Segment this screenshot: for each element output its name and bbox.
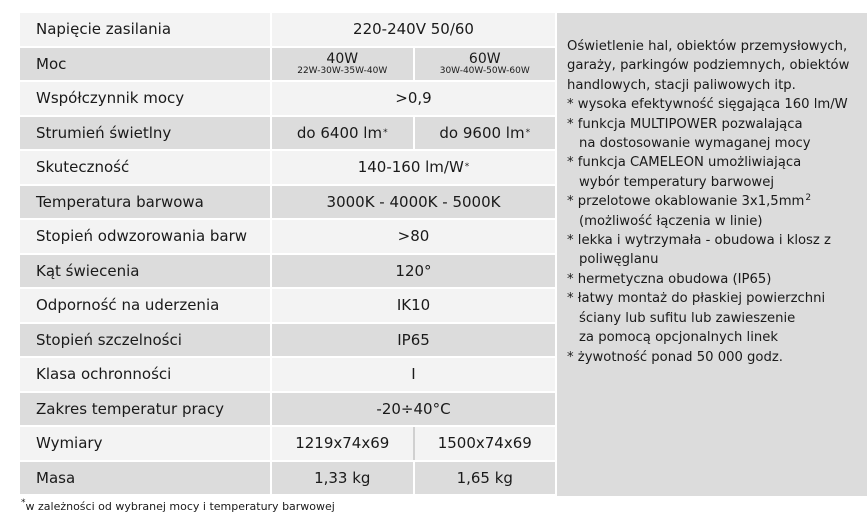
intro-line: Oświetlenie hal, obiektów przemysłowych, — [567, 39, 848, 54]
row-value: do 9600 lm * — [415, 117, 556, 150]
feature-item-cont: za pomocą opcjonalnych linek — [579, 330, 778, 346]
row-label: Stopień szczelności — [20, 324, 272, 357]
row-label: Zakres temperatur pracy — [20, 393, 272, 426]
feature-item: * funkcja MULTIPOWER pozwalająca — [567, 116, 803, 132]
feature-item: * żywotność ponad 50 000 godz. — [567, 349, 783, 365]
row-value: -20÷40°C — [272, 393, 555, 426]
row-value: >80 — [272, 220, 555, 253]
table-row — [20, 358, 555, 393]
feature-item: * wysoka efektywność sięgająca 160 lm/W — [567, 97, 848, 113]
table-row — [20, 427, 555, 462]
table-row — [20, 186, 555, 221]
row-label: Wymiary — [20, 427, 272, 460]
row-label: Masa — [20, 462, 272, 495]
row-value: >0,9 — [272, 82, 555, 115]
row-label: Odporność na uderzenia — [20, 289, 272, 322]
spec-table — [20, 13, 555, 496]
row-label: Temperatura barwowa — [20, 186, 272, 219]
row-value: 120° — [272, 255, 555, 288]
table-row — [20, 220, 555, 255]
row-label: Strumień świetlny — [20, 117, 272, 150]
row-label: Moc — [20, 48, 272, 81]
value-text: do 6400 lm — [296, 123, 383, 142]
feature-item: * funkcja CAMELEON umożliwiająca — [567, 155, 802, 171]
table-row — [20, 82, 555, 117]
row-value: 1500x74x69 — [415, 427, 556, 460]
feature-item: * hermetyczna obudowa (IP65) — [567, 271, 772, 287]
row-label: Klasa ochronności — [20, 358, 272, 391]
row-value: 1219x74x69 — [272, 427, 415, 460]
intro-line: handlowych, stacji paliwowych itp. — [567, 77, 796, 93]
row-label: Kąt świecenia — [20, 255, 272, 288]
row-value: IP65 — [272, 324, 555, 357]
footnote-mark: * — [21, 498, 26, 509]
power-variant-60w — [415, 48, 556, 81]
feature-item: * łatwy montaż do płaskiej powierzchni — [567, 291, 826, 307]
row-value: 1,65 kg — [415, 462, 556, 495]
table-row — [20, 255, 555, 290]
feature-item-cont: wybór temperatury barwowej — [579, 174, 774, 190]
power-variant-40w — [272, 48, 415, 81]
row-value: I — [272, 358, 555, 391]
table-row — [20, 393, 555, 428]
feature-item-cont: poliwęglanu — [579, 252, 659, 268]
feature-item-cont: (możliwość łączenia w linie) — [579, 213, 763, 229]
intro-line: garaży, parkingów podziemnych, obiektów — [567, 58, 850, 74]
table-row — [20, 117, 555, 152]
table-row — [20, 48, 555, 83]
power-sub: 30W-40W-50W-60W — [439, 65, 530, 76]
value-text: 140-160 lm/W — [357, 158, 464, 177]
features-panel — [557, 13, 867, 496]
feature-item-cont: ściany lub sufitu lub zawieszenie — [579, 310, 796, 326]
table-row — [20, 289, 555, 324]
power-sub: 22W-30W-35W-40W — [297, 65, 388, 76]
row-value: 3000K - 4000K - 5000K — [272, 186, 555, 219]
row-value: 220-240V 50/60 — [272, 13, 555, 46]
feature-item-cont: na dostosowanie wymaganej mocy — [579, 136, 811, 152]
table-row — [20, 462, 555, 497]
footnote — [20, 500, 335, 513]
value-text: do 9600 lm — [439, 123, 525, 142]
row-value: IK10 — [272, 289, 555, 322]
power-main: 40W — [326, 50, 359, 67]
feature-item: * lekka i wytrzymała - obudowa i klosz z — [567, 233, 831, 249]
table-row — [20, 13, 555, 48]
power-main: 60W — [468, 50, 501, 67]
row-label: Współczynnik mocy — [20, 82, 272, 115]
table-row — [20, 151, 555, 186]
feature-item — [567, 192, 867, 211]
row-label: Napięcie zasilania — [20, 13, 272, 46]
row-label: Stopień odwzorowania barw — [20, 220, 272, 253]
row-value: do 6400 lm * — [272, 117, 415, 150]
row-value: 1,33 kg — [272, 462, 415, 495]
feature-text: * przelotowe okablowanie 3x1,5mm — [567, 194, 805, 210]
row-value: 140-160 lm/W * — [272, 151, 555, 184]
table-row — [20, 324, 555, 359]
footnote-text: w zależności od wybranej mocy i temperatury barwowej — [25, 500, 335, 513]
row-label: Skuteczność — [20, 151, 272, 184]
superscript-two: 2 — [805, 192, 812, 203]
